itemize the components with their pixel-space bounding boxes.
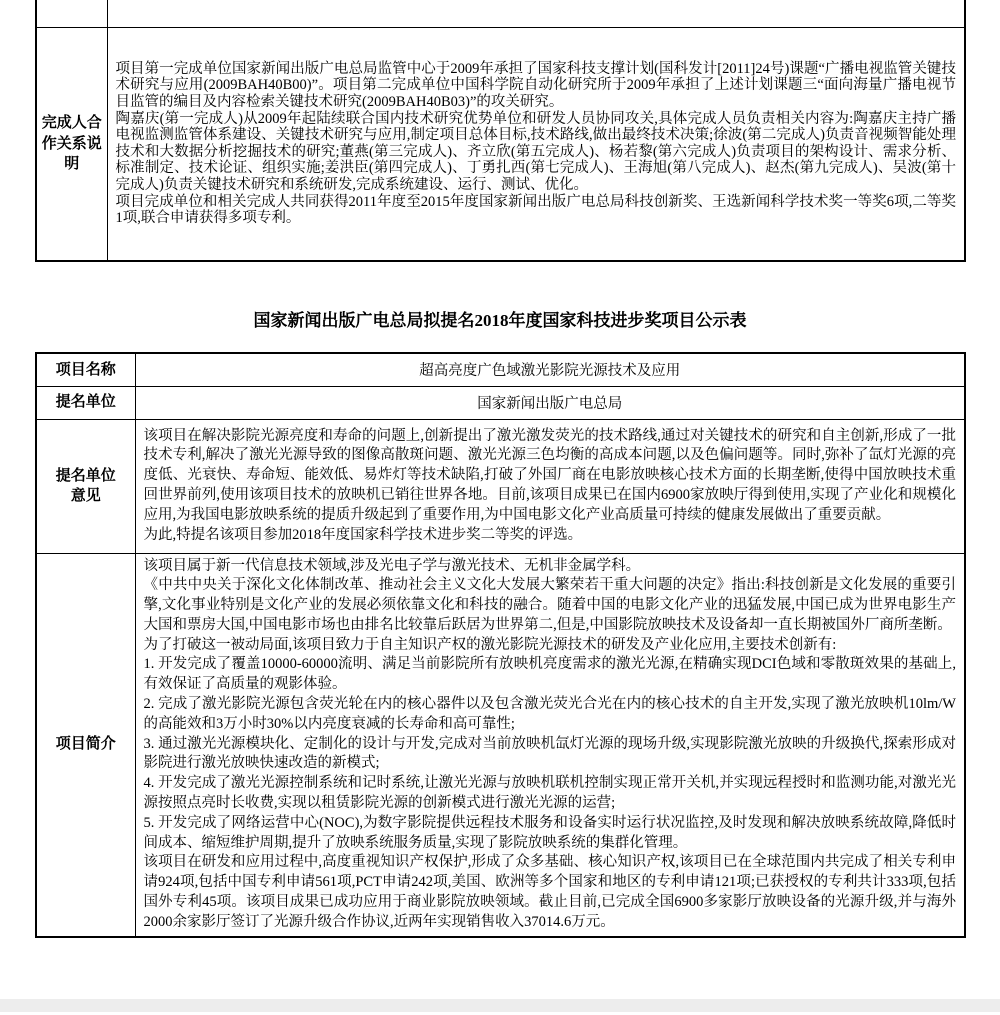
summary-paragraph: 为了打破这一被动局面,该项目致力于自主知识产权的激光影院光源技术的研发及产业化应用,主要技术创新有: <box>143 636 837 653</box>
summary-paragraph: 1. 开发完成了覆盖10000-60000流明、满足当前影院所有放映机亮度需求的激光光源,在精确实现DCI色域和零散斑效果的基础上,有效保证了高质量的观影体验。 <box>143 656 956 693</box>
summary-paragraph: 该项目属于新一代信息技术领域,涉及光电子学与激光技术、无机非金属学科。 <box>143 557 641 574</box>
completion-paragraph: 项目完成单位和相关完成人共同获得2011年度至2015年度国家新闻出版广电总局科技创新奖、王选新闻科学技术奖一等奖6项,二等奖1项,联合申请获得多项专利。 <box>115 193 956 227</box>
project-summary-content <box>135 553 965 937</box>
completion-relation-table <box>35 0 966 262</box>
completion-paragraph: 陶嘉庆(第一完成人)从2009年起陆续联合国内技术研究优势单位和研发人员协同攻关,具体完成人员负责相关内容为:陶嘉庆主持广播电视监测监管体系建设、关键技术研究与应用,制定项目总体目标,技术路线,做出最终技术决策;徐波(第二完成人)负责音视频智能处理技术和大数据分析挖掘技术的研究;董燕(第三完成人)、齐立欣(第五完成人)、杨若黎(第六完成人)负责项目的架构设计、需求分析、标准制定、技术论证、组织实施;姜洪臣(第四完成人)、丁勇扎西(第七完成人)、王海旭(第八完成人)、赵杰(第九完成人)、吴波(第十完成人)负责关键技术研究和系统研发,完成系统建设、运行、测试、优化。 <box>115 110 956 193</box>
summary-paragraph: 5. 开发完成了网络运营中心(NOC),为数字影院提供远程技术服务和设备实时运行状况监控,及时发现和解决放映系统故障,降低时间成本、缩短维护周期,提升了放映系统服务质量,实现了影院放映系统的集群化管理。 <box>143 814 956 851</box>
completion-paragraph: 项目第一完成单位国家新闻出版广电总局监管中心于2009年承担了国家科技支撑计划(国科发计[2011]24号)课题“广播电视监管关键技术研究与应用(2009BAH40B00)”。项目第二完成单位中国科学院自动化研究所于2009年承担了上述计划课题三“面向海量广播电视节目监管的编目及内容检索关键技术研究(2009BAH40B03)”的攻关研究。 <box>115 60 956 110</box>
page-gap <box>0 999 1000 1012</box>
cut-off-content-cell <box>107 0 965 28</box>
project-summary-label: 项目简介 <box>36 553 135 937</box>
table-row <box>36 28 965 261</box>
table-row <box>36 553 965 937</box>
opinion-paragraph: 该项目在解决影院光源亮度和寿命的问题上,创新提出了激光激发荧光的技术路线,通过对关键技术的研究和自主创新,形成了一批技术专利,解决了激光光源导致的图像高散斑问题、激光光源三色均衡的高成本问题,以及色偏问题等。同时,弥补了氙灯光源的亮度低、光衰快、寿命短、能效低、易炸灯等技术缺陷,打破了外国厂商在电影放映核心技术方面的长期垄断,使得中国放映技术重回世界前列,使用该项目技术的放映机已销往世界各地。目前,该项目成果已在国内6900家放映厅得到使用,实现了产业化和规模化应用,为我国电影放映系统的提质升级起到了重要作用,为中国电影文化产业高质量可持续的健康发展做出了重要贡献。 <box>143 427 956 523</box>
project-name-value: 超高亮度广色域激光影院光源技术及应用 <box>135 353 965 386</box>
table-row <box>36 419 965 553</box>
summary-paragraph: 3. 通过激光光源模块化、定制化的设计与开发,完成对当前放映机氙灯光源的现场升级,实现影院激光放映的升级换代,探索形成对影院进行激光放映快速改造的新模式; <box>143 735 956 772</box>
cut-off-row <box>36 0 965 28</box>
table-row <box>36 386 965 419</box>
completion-relation-label: 完成人合作关系说明 <box>36 28 107 261</box>
summary-paragraph: 2. 完成了激光影院光源包含荧光轮在内的核心器件以及包含激光荧光合光在内的核心技术的自主开发,实现了激光放映机10lm/W的高能效和3万小时30%以内亮度衰减的长寿命和高可靠性; <box>143 696 956 732</box>
summary-paragraph: 4. 开发完成了激光光源控制系统和记时系统,让激光光源与放映机联机控制实现正常开关机,并实现远程授时和监测功能,对激光光源按照点亮时长收费,实现以租赁影院光源的创新模式进行激光光源的运营; <box>143 775 956 812</box>
nominating-unit-value: 国家新闻出版广电总局 <box>135 386 965 419</box>
summary-paragraph: 《中共中央关于深化文化体制改革、推动社会主义文化大发展大繁荣若干重大问题的决定》指出:科技创新是文化发展的重要引擎,文化事业特别是文化产业的发展必须依靠文化和科技的融合。随着中国的电影文化产业的迅猛发展,中国已成为世界电影生产大国和票房大国,中国电影市场也由排名比较靠后跃居为世界第二,但是,中国影院放映技术及设备却一直长期被国外厂商所垄断。 <box>143 577 956 633</box>
page-title: 国家新闻出版广电总局拟提名2018年度国家科技进步奖项目公示表 <box>253 311 747 330</box>
opinion-paragraph: 为此,特提名该项目参加2018年度国家科学技术进步奖二等奖的评选。 <box>143 526 583 543</box>
nominating-opinion-label: 提名单位意见 <box>36 419 135 553</box>
summary-paragraph: 该项目在研发和应用过程中,高度重视知识产权保护,形成了众多基础、核心知识产权,该项目已在全球范围内共完成了相关专利申请924项,包括中国专利申请561项,PCT申请242项,美国、欧洲等多个国家和地区的专利申请121项;已获授权的专利共计333项,包括国外专利45项。该项目成果已成功应用于商业影院放映领域。截止目前,已完成全国6900多家影厅放映设备的光源升级,并与海外2000余家影厅签订了光源升级合作协议,近两年实现销售收入37014.6万元。 <box>143 854 956 930</box>
nominating-unit-label: 提名单位 <box>36 386 135 419</box>
completion-relation-content <box>107 28 965 261</box>
table-row <box>36 353 965 386</box>
project-publicity-table <box>35 352 966 938</box>
nominating-opinion-content <box>135 419 965 553</box>
cut-off-label-cell <box>36 0 107 28</box>
project-name-label: 项目名称 <box>36 353 135 386</box>
